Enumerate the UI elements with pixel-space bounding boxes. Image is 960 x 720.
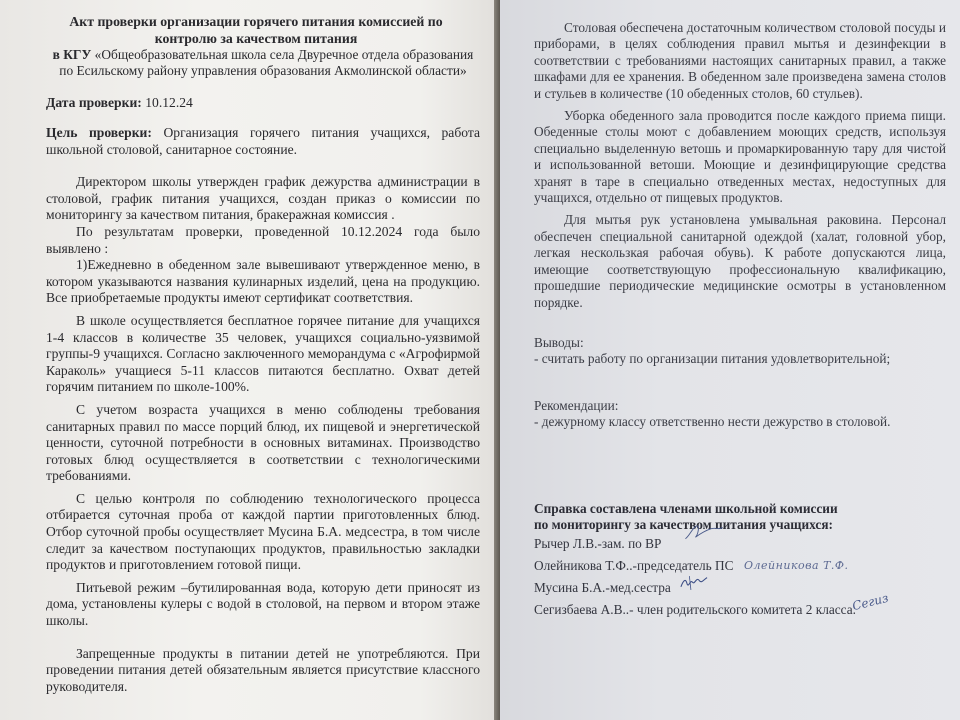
signature-block [534,501,946,622]
paragraph: 1)Ежедневно в обеденном зале вывешивают утвержденное меню, в котором указываются названия кулинарных изделий, цена на продукцию. Все приобретаемые продукты имеют сертификат соответствия. [46,257,480,306]
date-label: Дата проверки: [46,95,142,111]
conclusions-text: - считать работу по организации питания удовлетворительной; [534,351,891,367]
signatory-name: Олейникова Т.Ф..-председатель ПС [534,558,734,574]
signature-row [534,555,946,577]
inspection-goal [46,125,480,158]
signatory-name: Мусина Б.А.-мед.сестра [534,580,671,596]
paragraph: С учетом возраста учащихся в меню соблюдены требования санитарных правил по массе порций блюд, их пищевой и энергетической ценности, суточной потребности в основных витаминах. Производство готовых блюд осуществляется в соответствии с технологическими требованиями. [46,401,480,484]
recommendations-text: - дежурному классу ответственно нести дежурство в столовой. [534,414,891,430]
recommendations-label: Рекомендации: [534,397,619,413]
inspection-date [46,95,480,112]
subtitle-prefix: в КГУ [52,47,92,62]
paragraph: Столовая обеспечена достаточным количеством столовой посуды и приборами, в целях соблюдения правил мытья и дезинфекции в соответствии с требованиями настоящих санитарных правил, а также шкафами для ее хранения. В обеденном зале произведена замена столов и стульев в количестве (10 обеденных столов, 60 стульев). [534,20,946,101]
handwritten-signature [674,573,714,593]
conclusions-label: Выводы: [534,334,584,350]
paragraph: Для мытья рук установлена умывальная раковина. Персонал обеспечен специальной санитарной одеждой (халат, головной убор, легкая нескользкая рабочая обувь). К работе допускаются лица, имеющие соответствующую профессиональную квалификацию, прошедшие периодические медицинские осмотры в установленном порядке. [534,212,946,310]
signature-title: по мониторингу за качеством питания учащихся: [534,516,833,532]
school-name: «Общеобразовательная школа села Двуречное отдела образования по Есильскому району управления образования Акмолинской области» [59,47,474,79]
date-value: 10.12.24 [145,95,193,111]
paragraph: По результатам проверки, проведенной 10.12.2024 года было выявлено : [46,223,480,256]
paragraph: В школе осуществляется бесплатное горячее питание для учащихся 1-4 классов в количестве 35 человек, учащихся социально-уязвимой группы-9 учащихся. Согласно заключенного меморандума с «Агрофирмой Караколь» учащиеся 5-11 классов питаются бесплатно. Охват детей горячим питанием по школе-100%. [46,312,480,395]
document-page-right [500,0,960,720]
paragraph: С целью контроля по соблюдению технологического процесса отбирается суточная проба от каждой партии приготовленных блюд. Отбор суточной пробы осуществляет Мусина Б.А. медсестра, в том числе следит за качеством поступающих продуктов, правильностью закладки продуктов и приготовлением готовой пищи. [46,490,480,573]
handwritten-signature: Олейникова Т.Ф. [744,559,849,573]
handwritten-signature: Сегиз [850,591,890,614]
paragraph: Уборка обеденного зала проводится после каждого приема пищи. Обеденные столы моют с добавлением моющих средств, используя специально выделенную ветошь и промаркированную тару для чистой и использованной ветоши. Моющие и дезинфицирующие средства хранят в таре в специально отведенных местах, недоступных для учащихся, отдельно от пищевых продуктов. [534,108,946,206]
paragraph: Директором школы утвержден график дежурства администрации в столовой, график питания учащихся, создан приказ о комиссии по мониторингу за качеством питания, бракеражная комиссия . [46,174,480,223]
handwritten-signature [674,523,734,543]
document-title: Акт проверки организации горячего питания комиссией по контролю за качеством питания [69,14,443,46]
document-subtitle [46,47,480,79]
signatory-name: Рычер Л.В.-зам. по ВР [534,536,662,552]
goal-text: Организация горячего питания учащихся, работа школьной столовой, санитарное состояние. [46,125,480,157]
signatory-name: Сегизбаева А.В..- член родительского комитета 2 класса. [534,602,856,618]
paragraph: Запрещенные продукты в питании детей не употребляются. При проведении питания детей обязательным является присутствие классного руководителя. [46,645,480,694]
signature-row [534,533,946,555]
paragraph: Питьевой режим –бутилированная вода, которую дети приносят из дома, установлены кулеры с водой в столовой, на первом и втором этаже школы. [46,579,480,629]
signature-row [534,591,946,621]
signature-title: Справка составлена членами школьной комиссии [534,500,838,516]
goal-label: Цель проверки: [46,125,152,140]
